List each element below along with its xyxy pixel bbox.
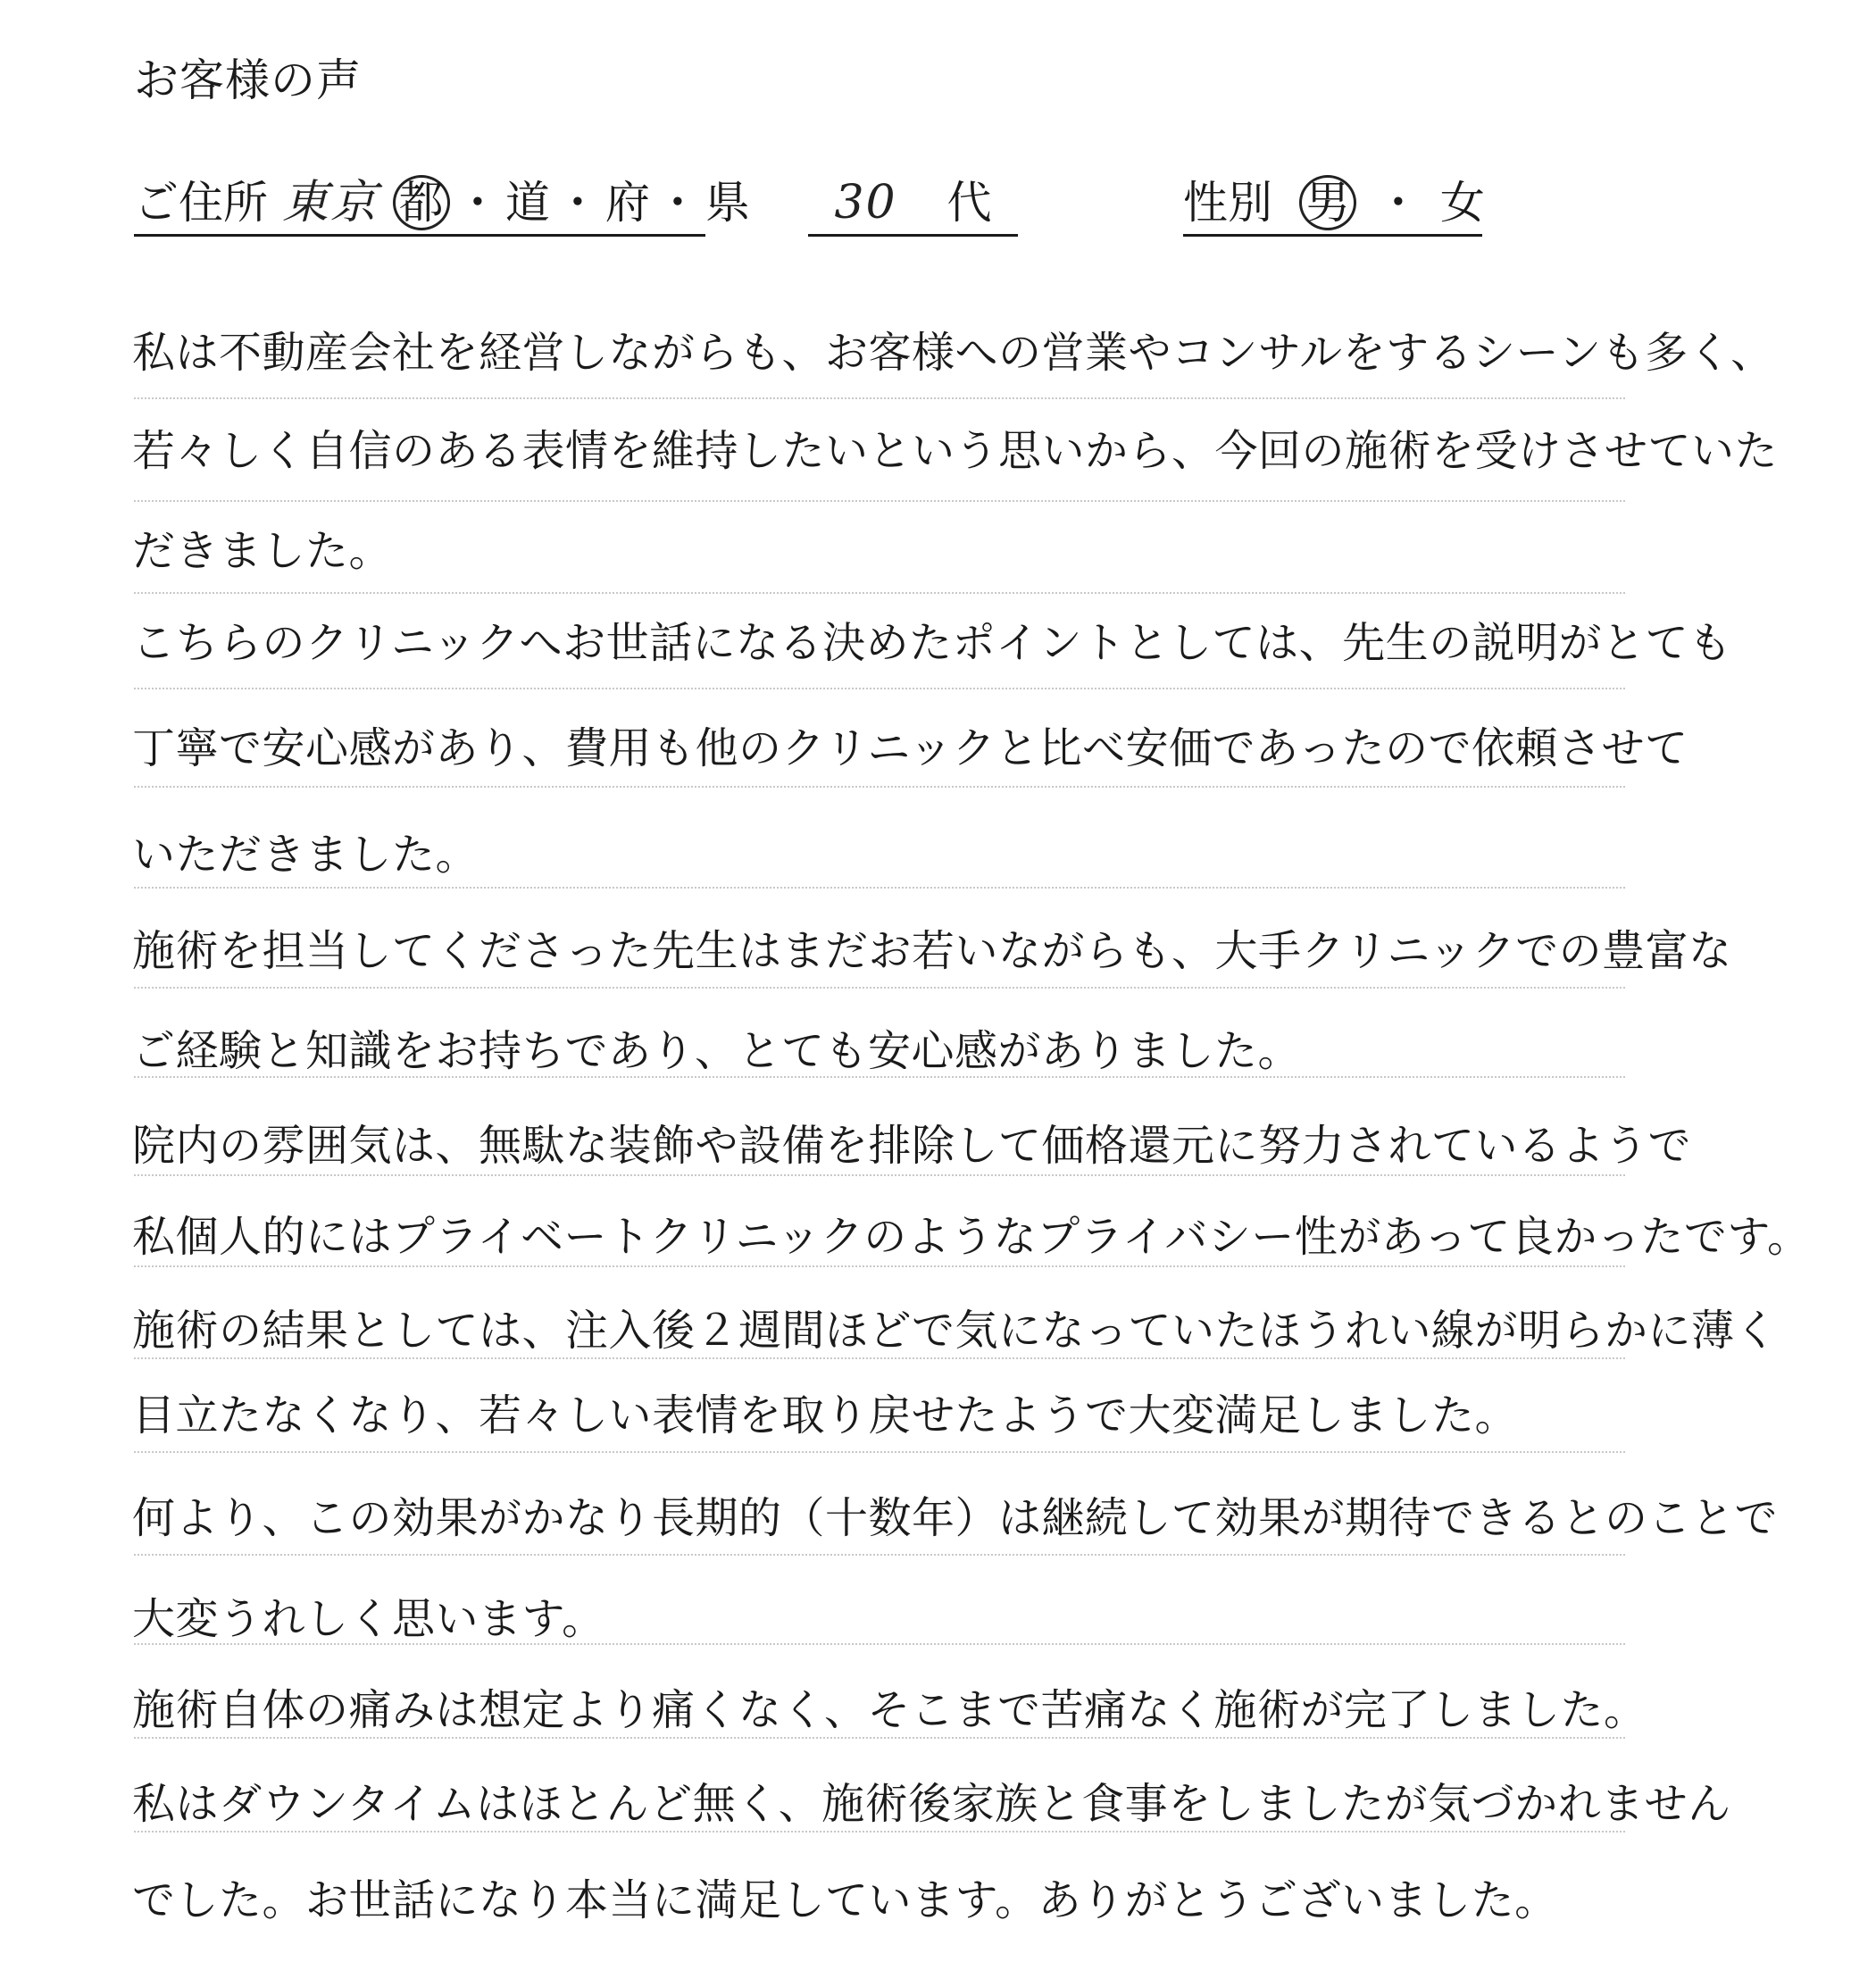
gender-option-selected: 男 <box>1299 175 1356 230</box>
comment-line: 何より、この効果がかなり長期的（十数年）は継続して効果が期待できるとのことで <box>132 1493 1779 1543</box>
comment-line: 私個人的にはプライベートクリニックのようなプライバシー性があって良かったです。 <box>132 1212 1811 1262</box>
comment-line: こちらのクリニックへお世話になる決めたポイントとしては、先生の説明がとても <box>132 618 1732 668</box>
comment-line: ご経験と知識をお持ちであり、とても安心感がありました。 <box>132 1026 1302 1076</box>
ruled-line <box>134 987 1625 989</box>
comment-line: 施術の結果としては、注入後２週間ほどで気になっていたほうれい線が明らかに薄く <box>132 1306 1779 1356</box>
page-title: お客様の声 <box>134 54 362 106</box>
ruled-line <box>134 786 1625 788</box>
ruled-line <box>134 1076 1625 1078</box>
ruled-line <box>134 500 1625 502</box>
ruled-line <box>134 1174 1625 1176</box>
ruled-line <box>134 397 1625 399</box>
separator-dot: ・ <box>454 177 500 229</box>
ruled-line <box>134 1554 1625 1556</box>
address-field <box>134 171 750 237</box>
separator-dot: ・ <box>1375 177 1421 229</box>
ruled-line <box>134 1831 1625 1833</box>
ruled-line <box>134 688 1625 689</box>
prefecture-option: 府 <box>604 177 650 229</box>
ruled-line <box>134 1643 1625 1645</box>
comment-line: 施術を担当してくださった先生はまだお若いながらも、大手クリニックでの豊富な <box>132 926 1732 976</box>
comment-line: 私は不動産会社を経営しながらも、お客様への営業やコンサルをするシーンも多く、 <box>132 328 1774 378</box>
comment-line: 大変うれしく思います。 <box>132 1594 605 1644</box>
ruled-line <box>134 1737 1625 1739</box>
separator-dot: ・ <box>554 177 600 229</box>
age-field <box>808 171 1018 237</box>
comment-line: 私はダウンタイムはほとんど無く、施術後家族と食事をしましたが気づかれません <box>132 1779 1731 1829</box>
ruled-line <box>134 1451 1625 1453</box>
comment-line: 若々しく自信のある表情を維持したいという思いから、今回の施術を受けさせていた <box>132 426 1779 476</box>
gender-field <box>1183 171 1485 237</box>
comment-line: いただきました。 <box>132 830 479 880</box>
ruled-line <box>134 592 1625 594</box>
prefecture-option: 県 <box>705 177 750 229</box>
ruled-line <box>134 887 1625 889</box>
ruled-line <box>134 1357 1625 1359</box>
gender-option: 女 <box>1439 177 1485 229</box>
comment-line: だきました。 <box>132 526 393 576</box>
comment-line: 丁寧で安心感があり、費用も他のクリニックと比べ安価であったので依頼させて <box>132 723 1688 773</box>
age-suffix: 代 <box>946 177 992 229</box>
comment-line: でした。お世話になり本当に満足しています。ありがとうございました。 <box>132 1875 1558 1925</box>
prefecture-option: 道 <box>504 177 550 229</box>
age-handwritten: 30 <box>834 176 897 230</box>
separator-dot: ・ <box>655 177 700 229</box>
ruled-line <box>134 1265 1625 1267</box>
comment-line: 目立たなくなり、若々しい表情を取り戻せたようで大変満足しました。 <box>132 1390 1519 1440</box>
gender-label: 性別 <box>1183 177 1272 229</box>
comment-line: 院内の雰囲気は、無駄な装飾や設備を排除して価格還元に努力されているようで <box>132 1121 1692 1171</box>
comment-line: 施術自体の痛みは想定より痛くなく、そこまで苦痛なく施術が完了しました。 <box>132 1685 1647 1735</box>
prefecture-option-selected: 都 <box>393 175 450 230</box>
address-label: ご住所 <box>134 177 268 229</box>
address-handwritten: 東京 <box>281 176 379 230</box>
